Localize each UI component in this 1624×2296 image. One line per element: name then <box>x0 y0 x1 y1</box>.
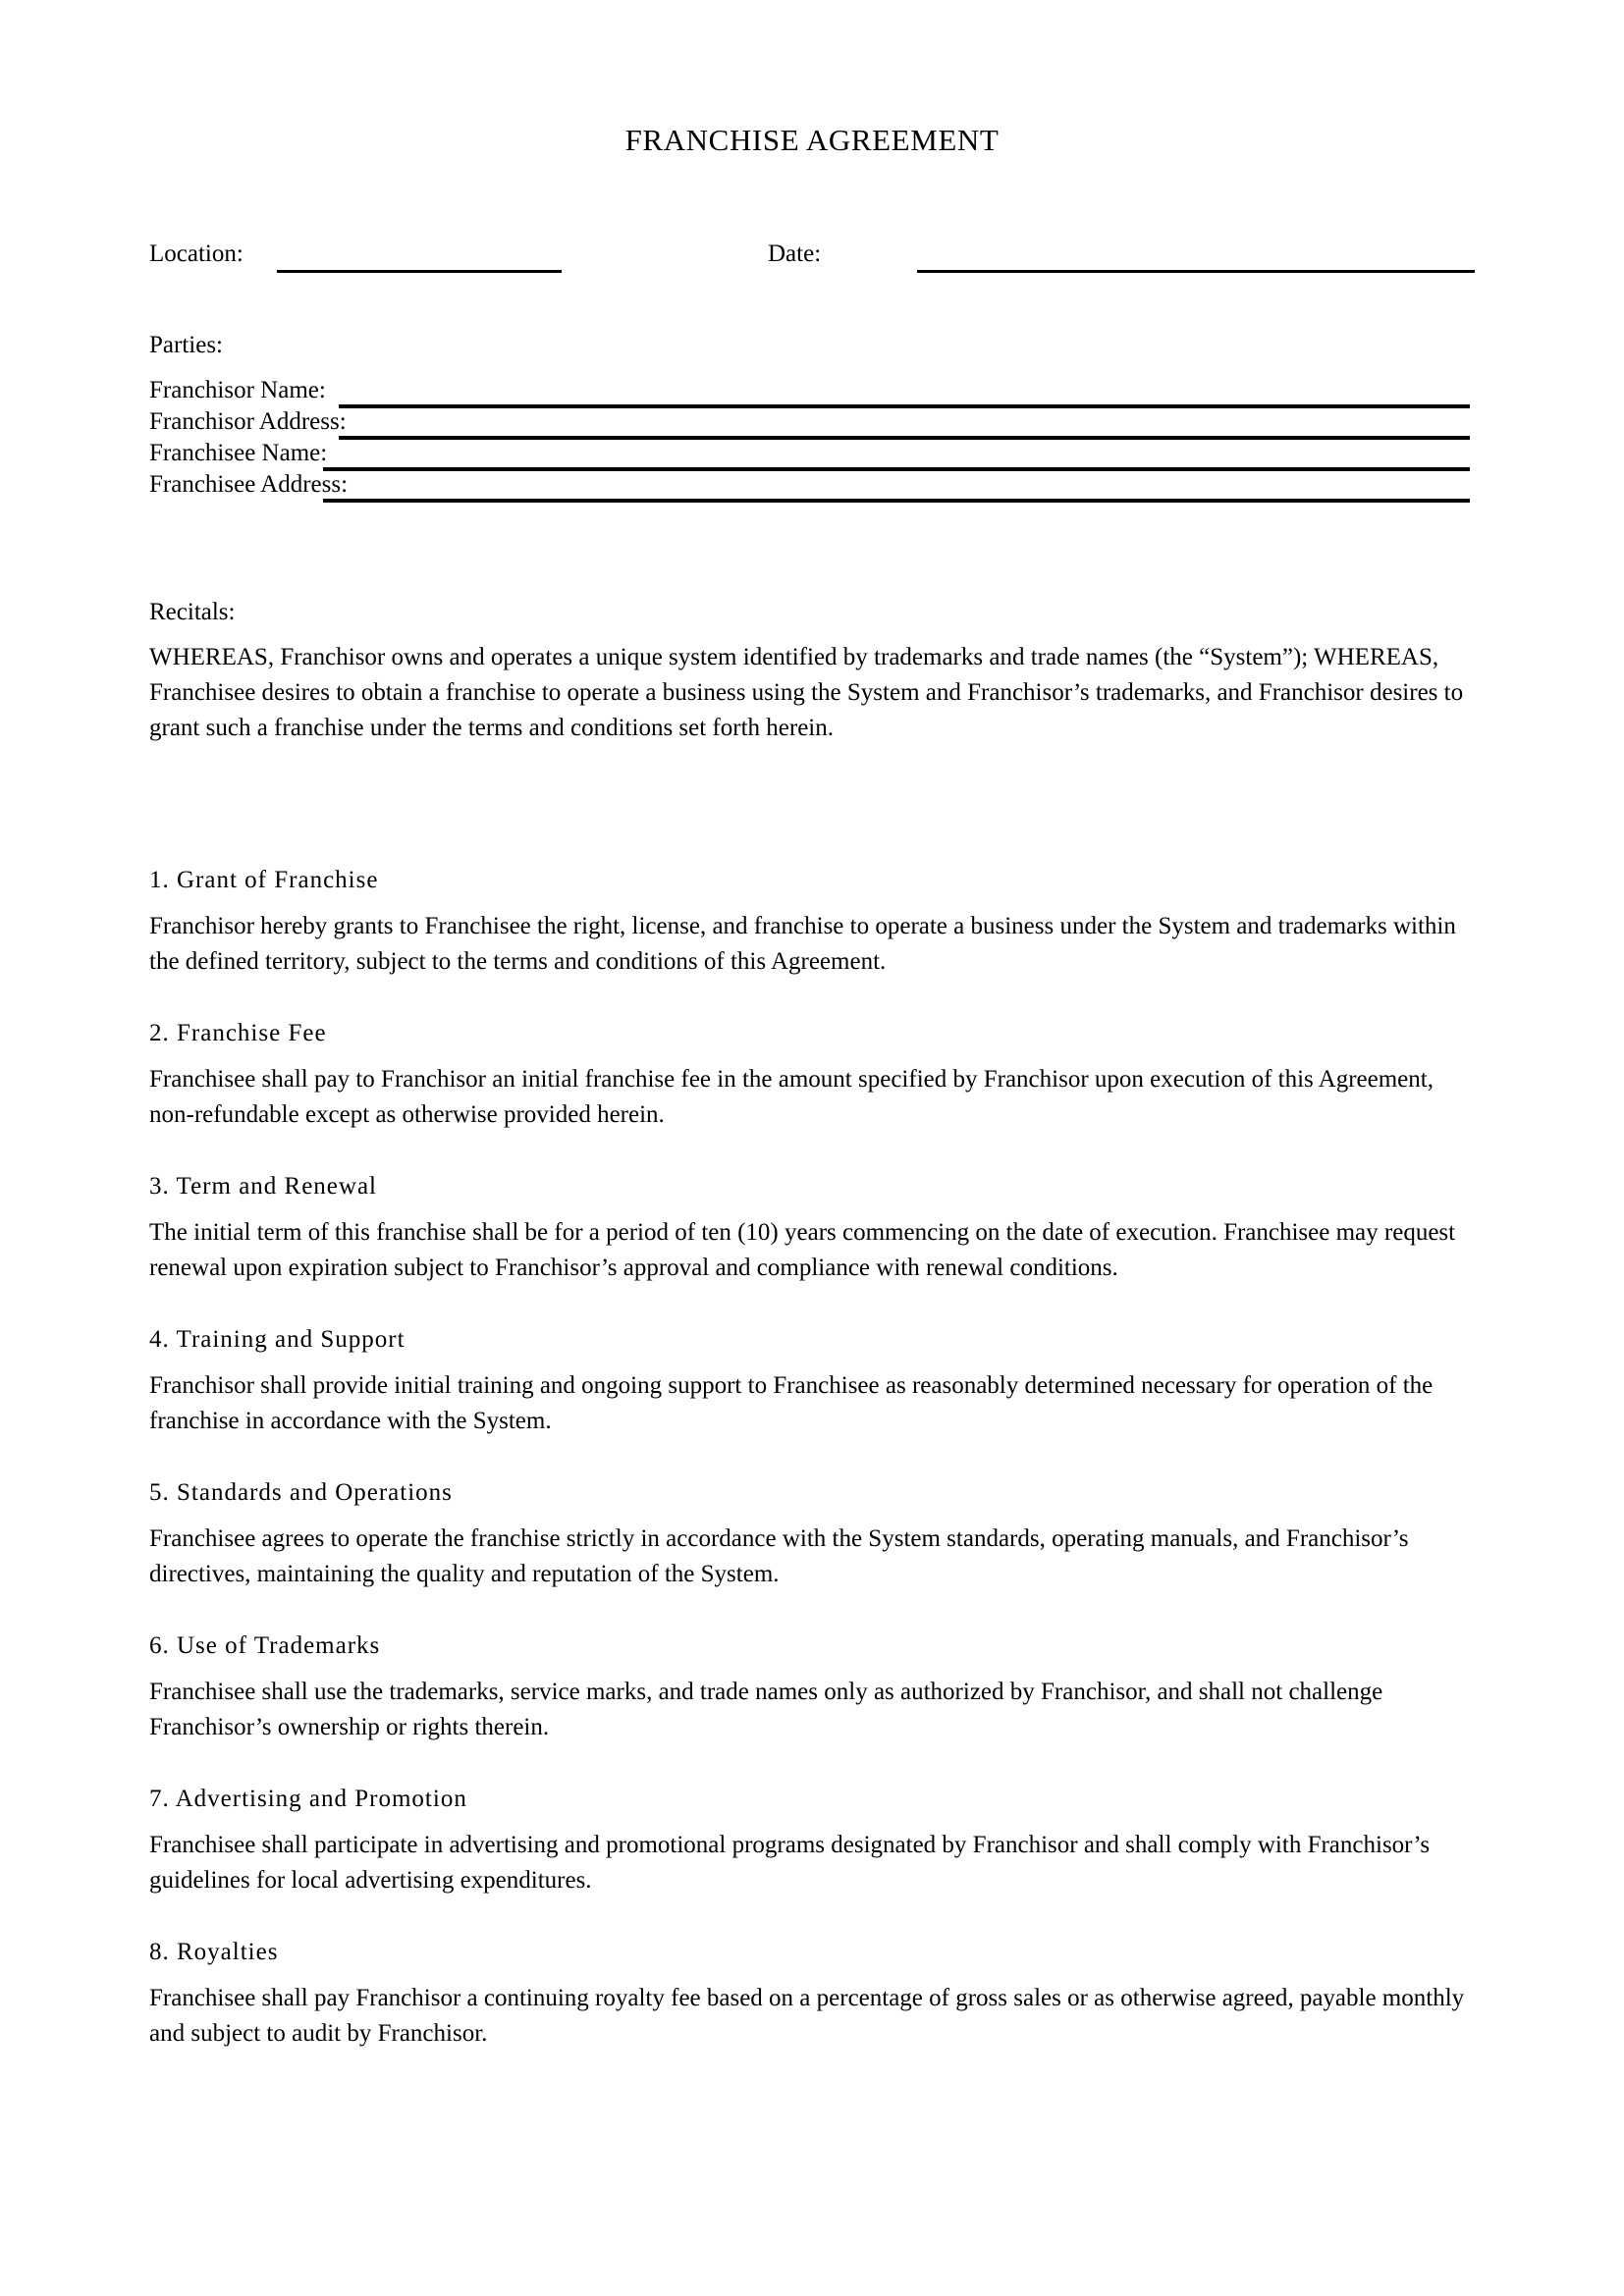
section-body: The initial term of this franchise shall be for a period of ten (10) years commencing on the date of execution. Franchisee may request renewal upon expiration subject to Franchisor’s approval and compliance with renewal conditions. <box>149 1219 1456 1281</box>
section-body: Franchisee shall use the trademarks, service marks, and trade names only as authorized by Franchisor, and shall not challenge Franchisor’s ownership or rights therein. <box>149 1679 1383 1740</box>
section-body: Franchisor hereby grants to Franchisee the right, license, and franchise to operate a business under the System and trademarks within the defined territory, subject to the terms and conditions of this Agreement. <box>149 913 1456 975</box>
location-input-line[interactable] <box>277 270 562 273</box>
recitals-heading: Recitals: <box>149 599 236 625</box>
section-title: 8. Royalties <box>149 1939 279 1965</box>
section-body: Franchisee shall participate in advertising and promotional programs designated by Franchisor and shall comply with Franchisor’s guidelines for local advertising expenditures. <box>149 1832 1431 1894</box>
section-title: 2. Franchise Fee <box>149 1020 327 1046</box>
section-title: 6. Use of Trademarks <box>149 1632 381 1659</box>
section-franchise-fee <box>149 1017 1475 1133</box>
location-date-row <box>149 239 1475 278</box>
page-title: FRANCHISE AGREEMENT <box>624 123 1000 157</box>
section-use-of-trademarks <box>149 1629 1475 1745</box>
section-body: Franchisee agrees to operate the franchise strictly in accordance with the System standards, operating manuals, and Franchisor’s directives, maintaining the quality and reputation of the System. <box>149 1525 1409 1587</box>
section-title: 5. Standards and Operations <box>149 1479 453 1506</box>
section-title: 7. Advertising and Promotion <box>149 1786 467 1812</box>
section-training-and-support <box>149 1323 1475 1439</box>
date-input-line[interactable] <box>917 270 1475 273</box>
section-body: Franchisor shall provide initial training and ongoing support to Franchisee as reasonably determined necessary for operation of the franchise in accordance with the System. <box>149 1372 1434 1434</box>
section-body: Franchisee shall pay Franchisor a continuing royalty fee based on a percentage of gross sales or as otherwise agreed, payable monthly and subject to audit by Franchisor. <box>149 1985 1465 2047</box>
section-body: Franchisee shall pay to Franchisor an initial franchise fee in the amount specified by Franchisor upon execution of this Agreement, non-refundable except as otherwise provided herein. <box>149 1066 1434 1128</box>
section-title: 3. Term and Renewal <box>149 1173 378 1200</box>
franchisee-name-label: Franchisee Name: <box>149 440 328 466</box>
section-term-and-renewal <box>149 1170 1475 1286</box>
section-title: 4. Training and Support <box>149 1326 406 1353</box>
sections-list <box>149 864 1475 2089</box>
section-royalties <box>149 1936 1475 2052</box>
franchisee-address-label: Franchisee Address: <box>149 471 349 498</box>
parties-heading: Parties: <box>149 332 223 358</box>
section-standards-and-operations <box>149 1476 1475 1592</box>
franchisee-address-input-line[interactable] <box>323 499 1470 503</box>
section-grant-of-franchise <box>149 864 1475 980</box>
franchisor-address-label: Franchisor Address: <box>149 408 347 435</box>
location-label: Location: <box>149 240 244 267</box>
section-title: 1. Grant of Franchise <box>149 867 379 893</box>
section-advertising-and-promotion <box>149 1783 1475 1898</box>
recitals-block <box>149 597 1475 746</box>
date-label: Date: <box>768 240 822 267</box>
franchisee-address-row <box>149 469 1475 514</box>
recitals-body: WHEREAS, Franchisor owns and operates a unique system identified by trademarks and trade names (the “System”); WHEREAS, Franchisee desires to obtain a franchise to operate a business using the System and Franchisor’s trademarks, and Franchisor desires to grant such a franchise under the terms and conditions set forth herein. <box>149 644 1464 741</box>
franchisor-name-label: Franchisor Name: <box>149 377 326 403</box>
